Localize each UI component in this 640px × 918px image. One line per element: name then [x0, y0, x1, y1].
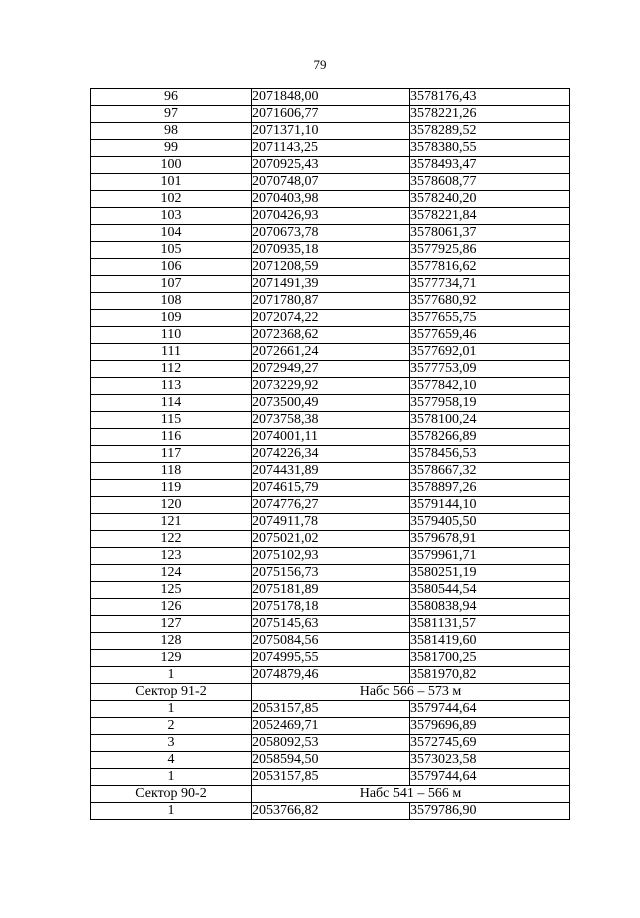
x-coordinate-cell: 2074431,89 [252, 463, 410, 480]
table-row [91, 582, 570, 599]
x-coordinate-cell: 2074001,11 [252, 429, 410, 446]
x-coordinate-cell: 2071848,00 [252, 89, 410, 106]
x-coordinate-cell: 2074615,79 [252, 480, 410, 497]
table-row [91, 208, 570, 225]
x-coordinate-cell: 2073229,92 [252, 378, 410, 395]
x-coordinate-cell: 2070935,18 [252, 242, 410, 259]
point-number-cell: 108 [91, 293, 252, 310]
point-number-cell: 103 [91, 208, 252, 225]
point-number-cell: 106 [91, 259, 252, 276]
point-number-cell: 125 [91, 582, 252, 599]
point-number-cell: 116 [91, 429, 252, 446]
point-number-cell: 97 [91, 106, 252, 123]
table-row [91, 446, 570, 463]
y-coordinate-cell: 3578897,26 [410, 480, 570, 497]
table-row [91, 633, 570, 650]
x-coordinate-cell: 2074226,34 [252, 446, 410, 463]
y-coordinate-cell: 3578608,77 [410, 174, 570, 191]
point-number-cell: 99 [91, 140, 252, 157]
x-coordinate-cell: 2072368,62 [252, 327, 410, 344]
table-row [91, 174, 570, 191]
y-coordinate-cell: 3580544,54 [410, 582, 570, 599]
point-number-cell: 124 [91, 565, 252, 582]
y-coordinate-cell: 3578221,26 [410, 106, 570, 123]
x-coordinate-cell: 2072661,24 [252, 344, 410, 361]
y-coordinate-cell: 3578493,47 [410, 157, 570, 174]
table-row [91, 310, 570, 327]
y-coordinate-cell: 3577925,86 [410, 242, 570, 259]
y-coordinate-cell: 3581970,82 [410, 667, 570, 684]
x-coordinate-cell: 2075156,73 [252, 565, 410, 582]
x-coordinate-cell: 2058594,50 [252, 752, 410, 769]
point-number-cell: 129 [91, 650, 252, 667]
table-row [91, 395, 570, 412]
x-coordinate-cell: 2070748,07 [252, 174, 410, 191]
table-row [91, 123, 570, 140]
y-coordinate-cell: 3578176,43 [410, 89, 570, 106]
sector-header-row [91, 786, 570, 803]
y-coordinate-cell: 3578380,55 [410, 140, 570, 157]
x-coordinate-cell: 2053157,85 [252, 769, 410, 786]
table-row [91, 735, 570, 752]
x-coordinate-cell: 2071780,87 [252, 293, 410, 310]
table-row [91, 327, 570, 344]
x-coordinate-cell: 2053157,85 [252, 701, 410, 718]
y-coordinate-cell: 3579961,71 [410, 548, 570, 565]
x-coordinate-cell: 2072949,27 [252, 361, 410, 378]
table-row [91, 259, 570, 276]
point-number-cell: 112 [91, 361, 252, 378]
point-number-cell: 100 [91, 157, 252, 174]
point-number-cell: 3 [91, 735, 252, 752]
y-coordinate-cell: 3578456,53 [410, 446, 570, 463]
table-row [91, 378, 570, 395]
y-coordinate-cell: 3578221,84 [410, 208, 570, 225]
table-row [91, 89, 570, 106]
y-coordinate-cell: 3577734,71 [410, 276, 570, 293]
table-row [91, 412, 570, 429]
table-row [91, 531, 570, 548]
x-coordinate-cell: 2075102,93 [252, 548, 410, 565]
y-coordinate-cell: 3579678,91 [410, 531, 570, 548]
table-row [91, 718, 570, 735]
table-row [91, 361, 570, 378]
x-coordinate-cell: 2074776,27 [252, 497, 410, 514]
point-number-cell: 1 [91, 667, 252, 684]
point-number-cell: 123 [91, 548, 252, 565]
x-coordinate-cell: 2074879,46 [252, 667, 410, 684]
x-coordinate-cell: 2075181,89 [252, 582, 410, 599]
y-coordinate-cell: 3581700,25 [410, 650, 570, 667]
y-coordinate-cell: 3580251,19 [410, 565, 570, 582]
table-row [91, 599, 570, 616]
point-number-cell: 127 [91, 616, 252, 633]
sector-range-cell: Набс 566 – 573 м [252, 684, 570, 701]
table-row [91, 242, 570, 259]
table-row [91, 480, 570, 497]
x-coordinate-cell: 2071371,10 [252, 123, 410, 140]
point-number-cell: 111 [91, 344, 252, 361]
table-row [91, 344, 570, 361]
y-coordinate-cell: 3578667,32 [410, 463, 570, 480]
x-coordinate-cell: 2070403,98 [252, 191, 410, 208]
x-coordinate-cell: 2074911,78 [252, 514, 410, 531]
table-row [91, 548, 570, 565]
table-row [91, 106, 570, 123]
point-number-cell: 126 [91, 599, 252, 616]
table-row [91, 752, 570, 769]
x-coordinate-cell: 2074995,55 [252, 650, 410, 667]
y-coordinate-cell: 3578240,20 [410, 191, 570, 208]
point-number-cell: 115 [91, 412, 252, 429]
y-coordinate-cell: 3579744,64 [410, 701, 570, 718]
table-row [91, 565, 570, 582]
y-coordinate-cell: 3579144,10 [410, 497, 570, 514]
point-number-cell: 118 [91, 463, 252, 480]
y-coordinate-cell: 3578266,89 [410, 429, 570, 446]
y-coordinate-cell: 3579405,50 [410, 514, 570, 531]
y-coordinate-cell: 3579696,89 [410, 718, 570, 735]
point-number-cell: 102 [91, 191, 252, 208]
sector-header-row [91, 684, 570, 701]
point-number-cell: 107 [91, 276, 252, 293]
page-number: 79 [313, 57, 327, 72]
table-row [91, 701, 570, 718]
sector-range-cell: Набс 541 – 566 м [252, 786, 570, 803]
y-coordinate-cell: 3578061,37 [410, 225, 570, 242]
x-coordinate-cell: 2075084,56 [252, 633, 410, 650]
x-coordinate-cell: 2073758,38 [252, 412, 410, 429]
y-coordinate-cell: 3581131,57 [410, 616, 570, 633]
point-number-cell: 98 [91, 123, 252, 140]
x-coordinate-cell: 2052469,71 [252, 718, 410, 735]
sector-label-cell: Сектор 91-2 [91, 684, 252, 701]
x-coordinate-cell: 2058092,53 [252, 735, 410, 752]
point-number-cell: 1 [91, 701, 252, 718]
table-row [91, 616, 570, 633]
y-coordinate-cell: 3577655,75 [410, 310, 570, 327]
x-coordinate-cell: 2073500,49 [252, 395, 410, 412]
table-row [91, 191, 570, 208]
x-coordinate-cell: 2075021,02 [252, 531, 410, 548]
x-coordinate-cell: 2075178,18 [252, 599, 410, 616]
y-coordinate-cell: 3577680,92 [410, 293, 570, 310]
point-number-cell: 110 [91, 327, 252, 344]
table-row [91, 140, 570, 157]
coordinates-table [90, 88, 570, 820]
x-coordinate-cell: 2070925,43 [252, 157, 410, 174]
point-number-cell: 104 [91, 225, 252, 242]
point-number-cell: 1 [91, 769, 252, 786]
table-row [91, 650, 570, 667]
point-number-cell: 122 [91, 531, 252, 548]
table-row [91, 276, 570, 293]
point-number-cell: 101 [91, 174, 252, 191]
y-coordinate-cell: 3578289,52 [410, 123, 570, 140]
y-coordinate-cell: 3577753,09 [410, 361, 570, 378]
y-coordinate-cell: 3577816,62 [410, 259, 570, 276]
y-coordinate-cell: 3579786,90 [410, 803, 570, 820]
point-number-cell: 109 [91, 310, 252, 327]
point-number-cell: 105 [91, 242, 252, 259]
x-coordinate-cell: 2070673,78 [252, 225, 410, 242]
table-row [91, 293, 570, 310]
y-coordinate-cell: 3577659,46 [410, 327, 570, 344]
point-number-cell: 1 [91, 803, 252, 820]
y-coordinate-cell: 3572745,69 [410, 735, 570, 752]
table-row [91, 463, 570, 480]
point-number-cell: 4 [91, 752, 252, 769]
point-number-cell: 128 [91, 633, 252, 650]
point-number-cell: 96 [91, 89, 252, 106]
y-coordinate-cell: 3577958,19 [410, 395, 570, 412]
x-coordinate-cell: 2071143,25 [252, 140, 410, 157]
table-row [91, 497, 570, 514]
x-coordinate-cell: 2053766,82 [252, 803, 410, 820]
table-row [91, 514, 570, 531]
x-coordinate-cell: 2071606,77 [252, 106, 410, 123]
y-coordinate-cell: 3578100,24 [410, 412, 570, 429]
point-number-cell: 119 [91, 480, 252, 497]
point-number-cell: 120 [91, 497, 252, 514]
table-row [91, 157, 570, 174]
table-row [91, 667, 570, 684]
x-coordinate-cell: 2070426,93 [252, 208, 410, 225]
point-number-cell: 2 [91, 718, 252, 735]
y-coordinate-cell: 3580838,94 [410, 599, 570, 616]
point-number-cell: 121 [91, 514, 252, 531]
y-coordinate-cell: 3577842,10 [410, 378, 570, 395]
point-number-cell: 113 [91, 378, 252, 395]
table-row [91, 769, 570, 786]
sector-label-cell: Сектор 90-2 [91, 786, 252, 803]
point-number-cell: 117 [91, 446, 252, 463]
table-row [91, 429, 570, 446]
x-coordinate-cell: 2072074,22 [252, 310, 410, 327]
y-coordinate-cell: 3573023,58 [410, 752, 570, 769]
x-coordinate-cell: 2071208,59 [252, 259, 410, 276]
x-coordinate-cell: 2075145,63 [252, 616, 410, 633]
y-coordinate-cell: 3581419,60 [410, 633, 570, 650]
table-row [91, 225, 570, 242]
x-coordinate-cell: 2071491,39 [252, 276, 410, 293]
y-coordinate-cell: 3577692,01 [410, 344, 570, 361]
y-coordinate-cell: 3579744,64 [410, 769, 570, 786]
point-number-cell: 114 [91, 395, 252, 412]
table-row [91, 803, 570, 820]
